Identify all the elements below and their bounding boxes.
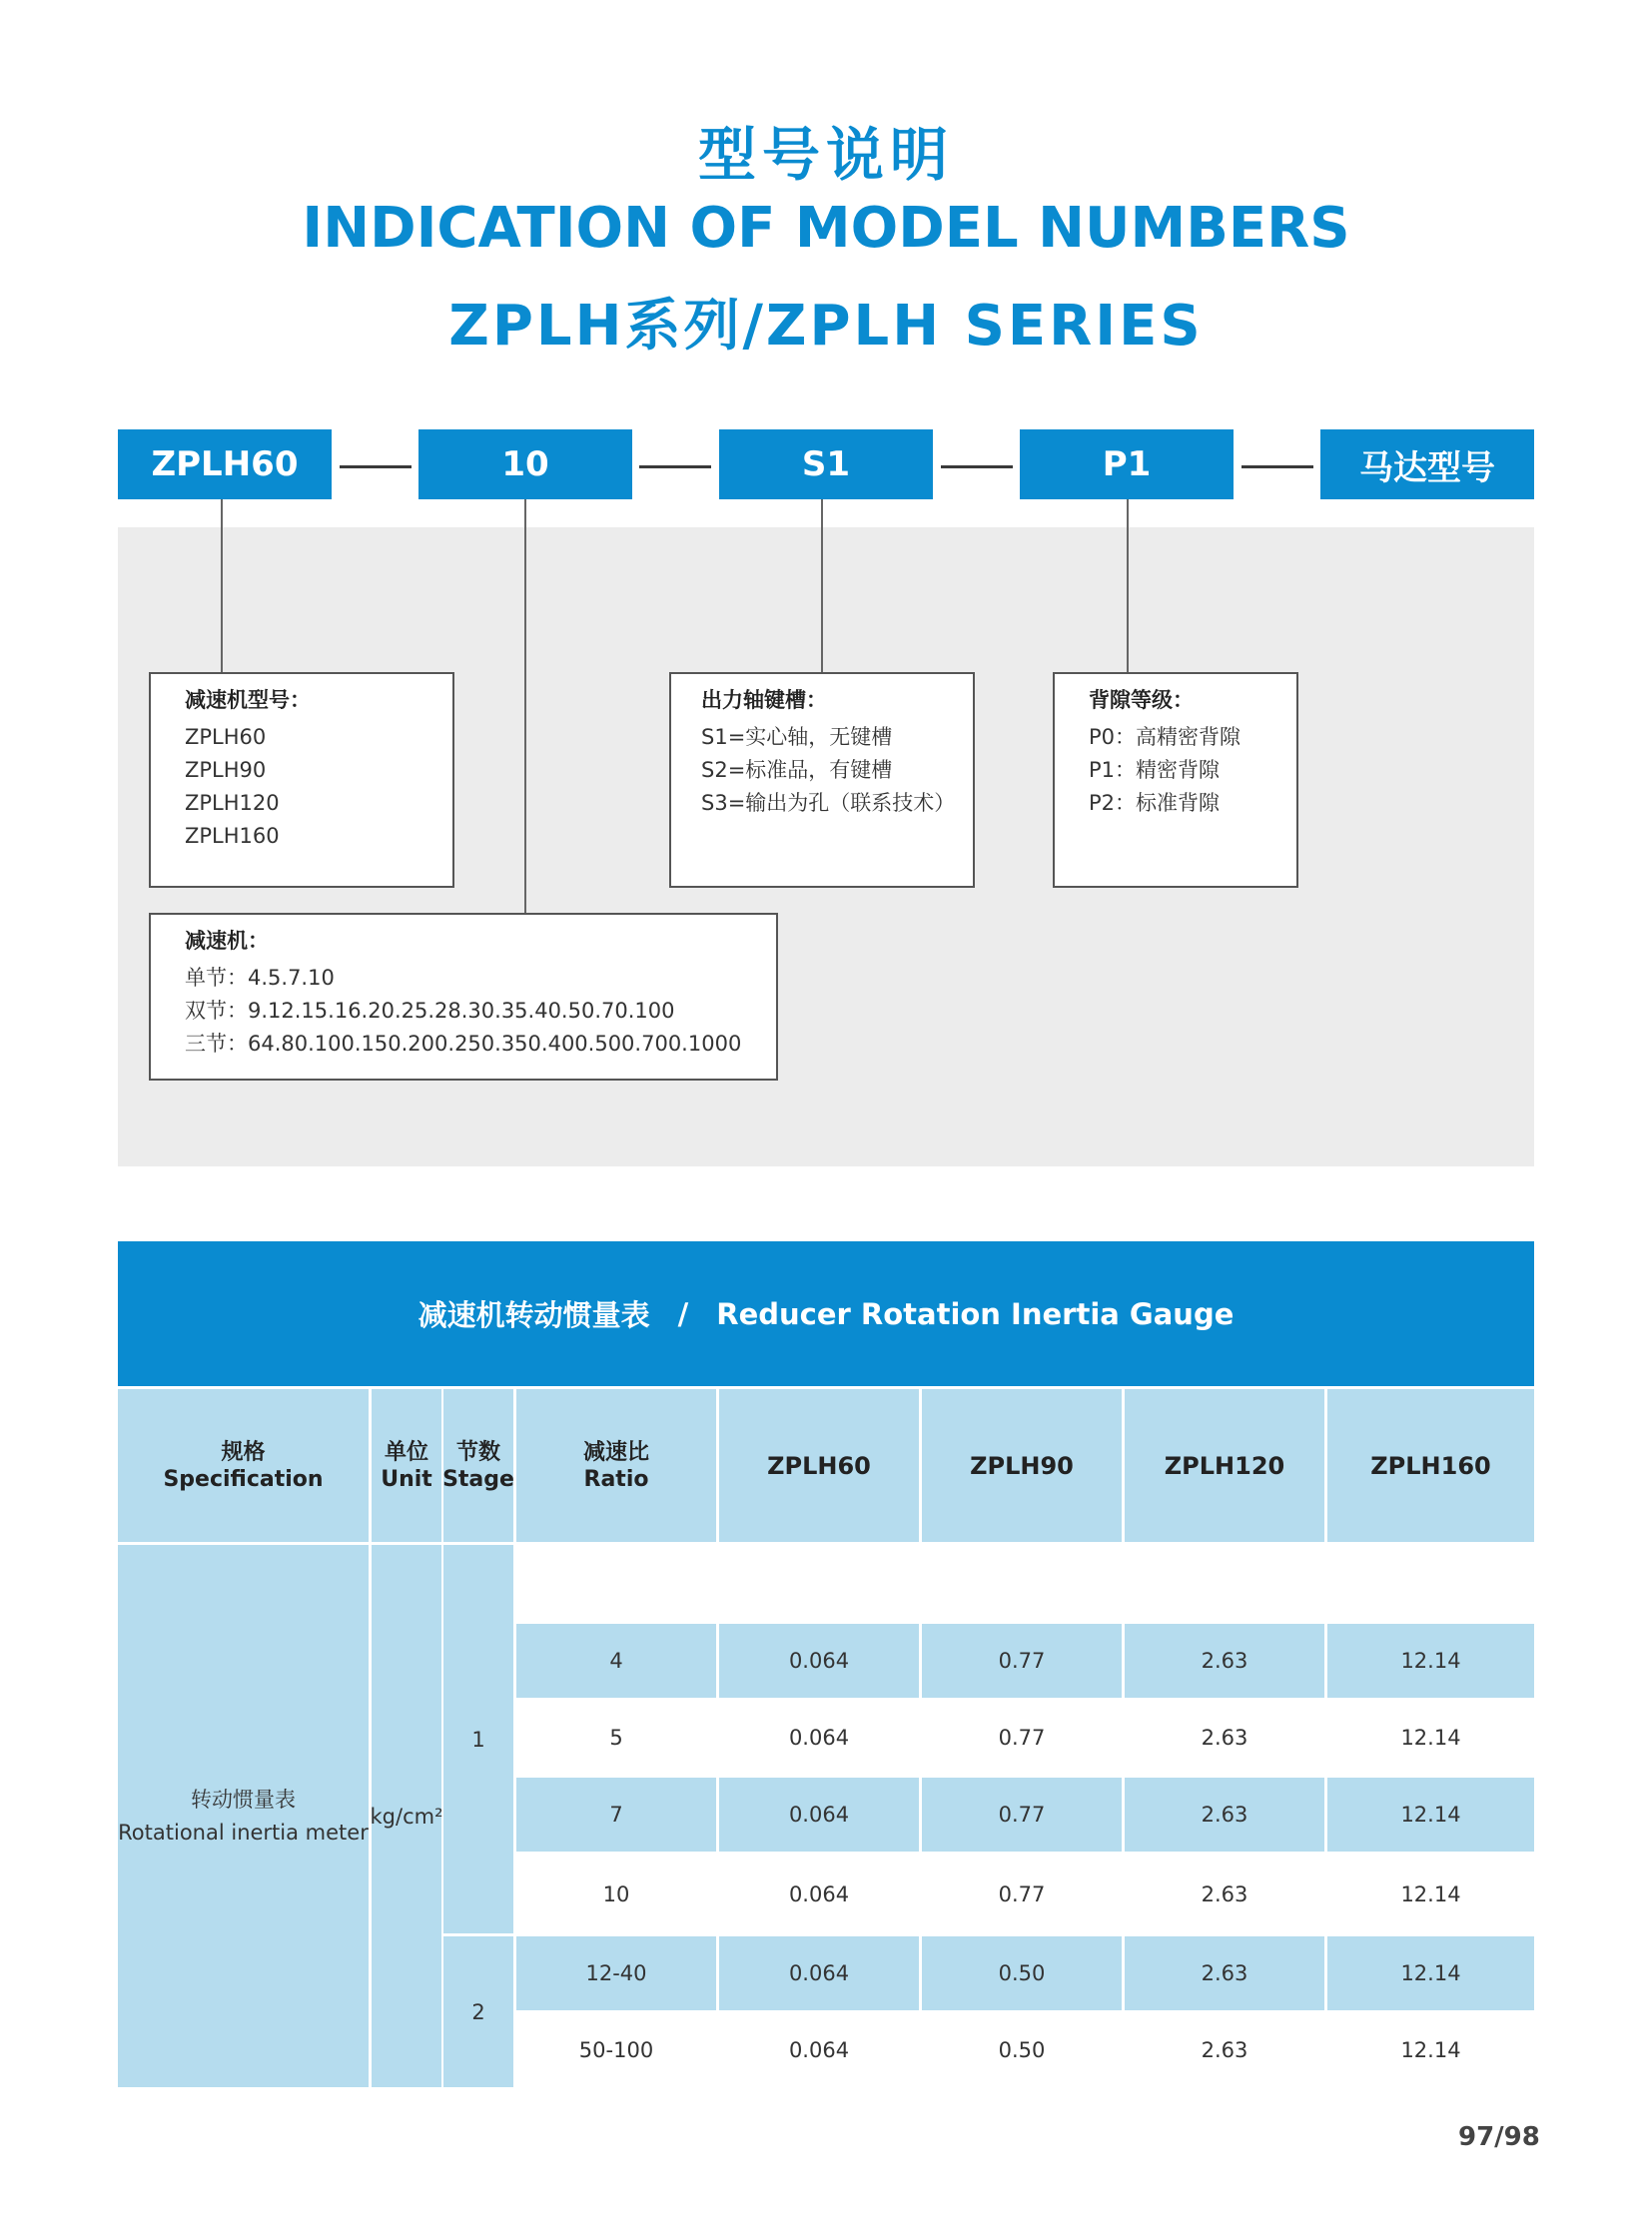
box-line: 双节：9.12.15.16.20.25.28.30.35.40.50.70.100 [185,999,675,1023]
unit-value: kg/cm² [370,1804,443,1829]
box-line: 单节：4.5.7.10 [185,966,335,990]
inertia-value-cell: 0.064 [719,1855,919,1933]
inertia-value-cell: 0.77 [922,1624,1122,1698]
inertia-value-cell: 0.77 [922,1778,1122,1852]
code-model: ZPLH60 [118,429,332,499]
inertia-value-cell: 12.14 [1327,1936,1534,2010]
box-heading: 减速机型号： [185,688,311,712]
header-model: ZPLH60 [719,1389,919,1542]
inertia-value-cell: 2.63 [1125,1701,1324,1775]
box-line: ZPLH90 [185,758,267,782]
ratio-cell: 4 [516,1624,716,1698]
code-shaft: S1 [719,429,933,499]
inertia-value-cell: 12.14 [1327,1855,1534,1933]
series-title: ZPLH系列/ZPLH SERIES [448,294,1204,359]
ratio-cell: 10 [516,1855,716,1933]
header-stage-cn: 节数 [455,1439,500,1465]
shaft-info-box [669,672,975,888]
connector-line [1127,499,1129,673]
ratio-cell: 7 [516,1778,716,1852]
header-spec-cn: 规格 [221,1439,266,1465]
connector-line [524,499,526,915]
stage-cell: 2 [443,1936,513,2087]
box-heading: 出力轴键槽： [701,688,827,712]
connector-line [821,499,823,673]
header-unit-cn: 单位 [384,1439,428,1465]
box-heading: 背隙等级： [1089,688,1194,712]
inertia-value-cell: 2.63 [1125,1624,1324,1698]
table-title-cn: 减速机转动惯量表 [417,1298,650,1332]
spec-cn: 转动惯量表 [191,1787,296,1812]
inertia-value-cell: 0.064 [719,1936,919,2010]
header-ratio-cn: 减速比 [582,1439,649,1465]
inertia-value-cell: 0.77 [922,1701,1122,1775]
header-spec [118,1389,369,1542]
box-line: S2=标准品，有键槽 [701,758,893,782]
unit-cell [372,1545,441,2087]
code-backlash: P1 [1020,429,1234,499]
header-ratio-en: Ratio [583,1466,649,1492]
inertia-value-cell: 12.14 [1327,2013,1534,2087]
model-info-box [149,672,454,888]
inertia-value-cell: 0.50 [922,2013,1122,2087]
page-title-cn: 型号说明 [697,121,954,189]
page-title-en: INDICATION OF MODEL NUMBERS [302,196,1350,261]
inertia-value-cell: 0.064 [719,1778,919,1852]
ratio-cell: 5 [516,1701,716,1775]
box-line: S3=输出为孔（联系技术） [701,791,956,815]
code-dash [941,465,1013,468]
header-model: ZPLH120 [1125,1389,1324,1542]
spec-en: Rotational inertia meter [118,1820,369,1845]
table-title-en: Reducer Rotation Inertia Gauge [716,1296,1235,1331]
inertia-value-cell: 0.77 [922,1855,1122,1933]
ratio-cell: 12-40 [516,1936,716,2010]
code-motor: 马达型号 [1320,429,1534,499]
inertia-value-cell: 2.63 [1125,1936,1324,2010]
header-stage [443,1389,513,1542]
code-dash [340,465,412,468]
header-unit-en: Unit [381,1466,432,1492]
table-title-separator: / [677,1296,689,1331]
inertia-value-cell: 2.63 [1125,2013,1324,2087]
header-model: ZPLH160 [1327,1389,1534,1542]
connector-line [221,499,223,673]
stage-cell: 1 [443,1545,513,1933]
box-heading: 减速机： [185,929,269,953]
box-line: 三节：64.80.100.150.200.250.350.400.500.700.1000 [185,1032,742,1056]
code-dash [1241,465,1313,468]
header-model: ZPLH90 [922,1389,1122,1542]
page-number: 97/98 [1458,2122,1540,2152]
inertia-value-cell: 0.064 [719,1624,919,1698]
table-title [118,1241,1534,1386]
code-dash [639,465,711,468]
inertia-value-cell: 2.63 [1125,1778,1324,1852]
inertia-value-cell: 12.14 [1327,1701,1534,1775]
box-line: S1=实心轴，无键槽 [701,725,893,749]
header-ratio [516,1389,716,1542]
ratio-cell: 50-100 [516,2013,716,2087]
box-line: P2：标准背隙 [1089,791,1221,815]
inertia-value-cell: 12.14 [1327,1624,1534,1698]
header-unit [372,1389,441,1542]
header-spec-en: Specification [163,1466,324,1492]
inertia-value-cell: 2.63 [1125,1855,1324,1933]
header-stage-en: Stage [442,1466,514,1492]
box-line: P1：精密背隙 [1089,758,1221,782]
ratio-info-box [149,913,778,1081]
box-line: ZPLH60 [185,725,267,749]
spacer-row [516,1545,1534,1621]
inertia-value-cell: 0.064 [719,2013,919,2087]
inertia-value-cell: 12.14 [1327,1778,1534,1852]
box-line: P0：高精密背隙 [1089,725,1241,749]
box-line: ZPLH160 [185,824,280,848]
inertia-value-cell: 0.50 [922,1936,1122,2010]
inertia-value-cell: 0.064 [719,1701,919,1775]
backlash-info-box [1053,672,1298,888]
box-line: ZPLH120 [185,791,280,815]
spec-cell [118,1545,369,2087]
code-ratio: 10 [418,429,632,499]
